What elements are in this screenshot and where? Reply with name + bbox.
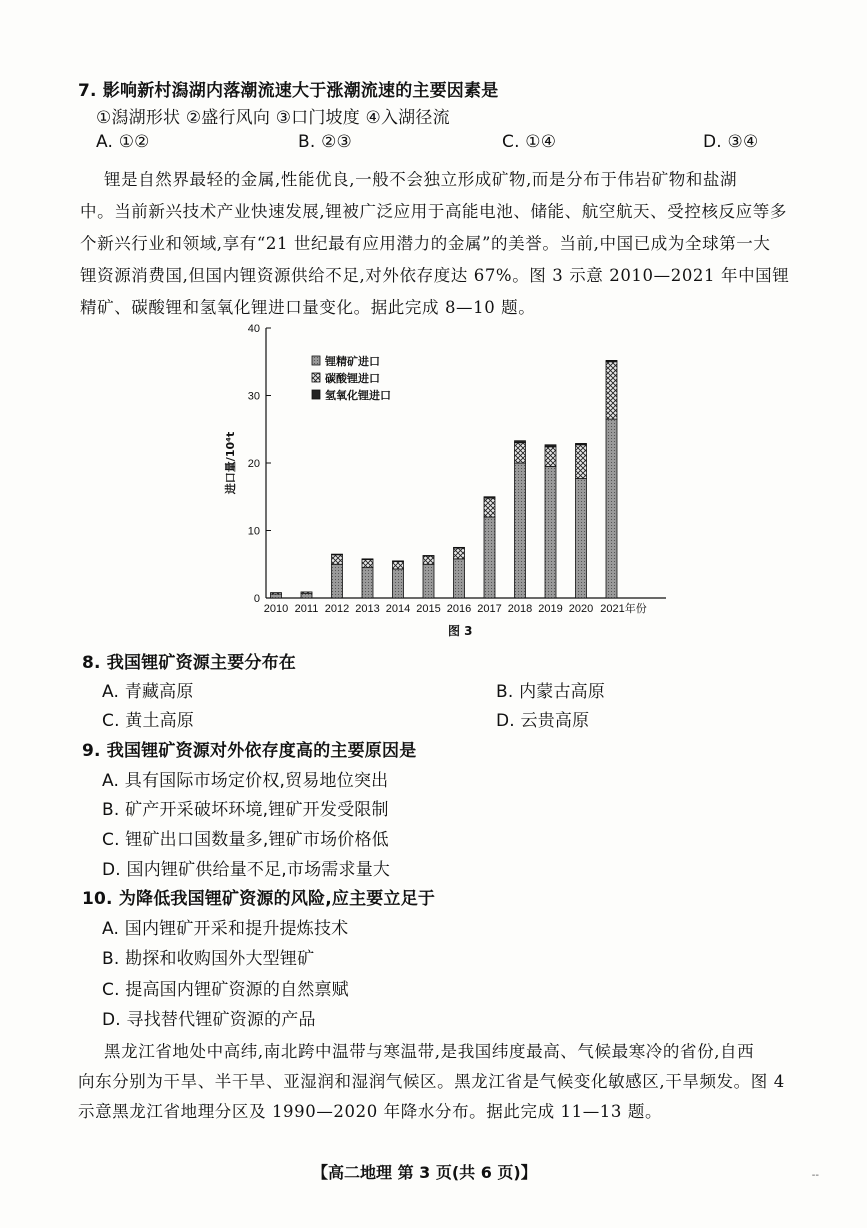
bar-2012-s0 <box>332 564 343 598</box>
question-8-option-d: D. 云贵高原 <box>496 711 590 731</box>
bar-2013-s1 <box>362 560 373 568</box>
legend-label-0: 锂精矿进口 <box>325 355 380 368</box>
passage-1-line-1: 锂是自然界最轻的金属,性能优良,一般不会独立形成矿物,而是分布于伟岩矿物和盐湖 <box>104 170 738 189</box>
bar-2010-s1 <box>271 593 282 594</box>
question-7-items: ①潟湖形状 ②盛行风向 ③口门坡度 ④入湖径流 <box>96 108 450 128</box>
x-tick-label: 2018 <box>507 603 533 615</box>
y-tick-label: 10 <box>247 525 260 538</box>
question-9-option-d: D. 国内锂矿供给量不足,市场需求量大 <box>102 860 391 880</box>
bar-2012-s1 <box>332 555 343 564</box>
bar-2016-s1 <box>454 548 465 559</box>
bar-2013-s0 <box>362 568 373 598</box>
bar-2016-s0 <box>454 559 465 598</box>
bar-2017-s0 <box>484 517 495 598</box>
x-tick-label: 2012 <box>324 603 350 615</box>
bar-2020-s2 <box>576 443 587 444</box>
corner-mark: -- <box>811 1170 819 1181</box>
passage-1-line-5: 精矿、碳酸锂和氢氧化锂进口量变化。据此完成 8—10 题。 <box>80 298 536 317</box>
bar-2015-s0 <box>423 564 434 598</box>
question-7-option-b: B. ②③ <box>298 132 352 152</box>
figure-3-caption: 图 3 <box>448 624 473 638</box>
page-footer: 【高二地理 第 3 页(共 6 页)】 <box>312 1163 537 1182</box>
legend-swatch-0 <box>312 356 320 365</box>
bar-2015-s1 <box>423 556 434 564</box>
passage-2-line-1: 黑龙江省地处中高纬,南北跨中温带与寒温带,是我国纬度最高、气候最寒冷的省份,自西 <box>104 1042 755 1061</box>
lithium-import-chart <box>218 318 698 638</box>
question-8-stem: 8. 我国锂矿资源主要分布在 <box>82 653 297 673</box>
bar-2012-s2 <box>332 554 343 555</box>
x-tick-label: 2013 <box>355 603 380 615</box>
bar-2014-s1 <box>393 562 404 569</box>
x-tick-label: 2016 <box>446 603 472 615</box>
x-tick-label: 2019 <box>538 603 563 615</box>
question-10-option-a: A. 国内锂矿开采和提升提炼技术 <box>102 919 349 939</box>
passage-2-line-2: 向东分别为干旱、半干旱、亚湿润和湿润气候区。黑龙江省是气候变化敏感区,干旱频发。图 4 <box>78 1072 785 1091</box>
bar-2014-s2 <box>393 561 404 562</box>
legend-swatch-2 <box>312 390 320 399</box>
y-tick-label: 40 <box>247 323 260 335</box>
bar-2021-s2 <box>606 360 617 361</box>
bar-2017-s1 <box>484 498 495 517</box>
bar-2016-s2 <box>454 547 465 548</box>
question-10-option-c: C. 提高国内锂矿资源的自然禀赋 <box>102 980 349 1000</box>
x-tick-label: 2021年份 <box>600 603 647 615</box>
bar-2018-s1 <box>515 443 526 463</box>
bar-2021-s1 <box>606 362 617 419</box>
question-8-option-a: A. 青藏高原 <box>102 682 194 702</box>
passage-1-line-3: 个新兴行业和领域,享有“21 世纪最有应用潜力的金属”的美誉。当前,中国已成为全球第一大 <box>80 234 771 253</box>
y-tick-label: 20 <box>247 458 260 470</box>
question-9-option-c: C. 锂矿出口国数量多,锂矿市场价格低 <box>102 830 389 850</box>
question-10-option-d: D. 寻找替代锂矿资源的产品 <box>102 1010 316 1030</box>
x-tick-label: 2011 <box>294 603 319 615</box>
x-tick-label: 2014 <box>385 603 411 615</box>
bar-2019-s2 <box>545 445 556 447</box>
bar-2013-s2 <box>362 559 373 560</box>
bar-2014-s0 <box>393 569 404 598</box>
question-10-stem: 10. 为降低我国锂矿资源的风险,应主要立足于 <box>82 889 436 909</box>
bar-2015-s2 <box>423 555 434 556</box>
question-7-stem: 7. 影响新村潟湖内落潮流速大于涨潮流速的主要因素是 <box>78 81 499 101</box>
legend-swatch-1 <box>312 373 320 382</box>
question-9-option-a: A. 具有国际市场定价权,贸易地位突出 <box>102 771 389 791</box>
question-8-option-b: B. 内蒙古高原 <box>496 682 606 702</box>
bar-2011-s1 <box>301 592 312 593</box>
y-tick-label: 30 <box>247 390 260 403</box>
bar-2010-s0 <box>271 594 282 598</box>
question-7-option-a: A. ①② <box>96 132 150 152</box>
legend-label-2: 氢氧化锂进口 <box>325 389 391 402</box>
question-10-option-b: B. 勘探和收购国外大型锂矿 <box>102 949 315 969</box>
legend-label-1: 碳酸锂进口 <box>325 372 380 385</box>
bar-2020-s0 <box>576 479 587 598</box>
question-9-option-b: B. 矿产开采破坏环境,锂矿开发受限制 <box>102 800 389 820</box>
question-8-option-c: C. 黄土高原 <box>102 711 195 731</box>
bar-2011-s0 <box>301 593 312 598</box>
y-tick-label: 0 <box>253 593 260 605</box>
bar-2018-s0 <box>515 463 526 598</box>
x-tick-label: 2020 <box>568 603 594 615</box>
bar-2019-s0 <box>545 466 556 598</box>
passage-1-line-2: 中。当前新兴技术产业快速发展,锂被广泛应用于高能电池、储能、航空航天、受控核反应等多 <box>80 202 787 221</box>
x-tick-label: 2015 <box>416 603 441 615</box>
bar-2021-s0 <box>606 419 617 598</box>
question-7-option-d: D. ③④ <box>703 132 759 152</box>
bar-2020-s1 <box>576 445 587 479</box>
y-axis-label: 进口量/10⁴t <box>224 431 237 495</box>
passage-2-line-3: 示意黑龙江省地理分区及 1990—2020 年降水分布。据此完成 11—13 题。 <box>78 1102 663 1121</box>
question-9-stem: 9. 我国锂矿资源对外依存度高的主要原因是 <box>82 741 417 761</box>
x-tick-label: 2017 <box>477 603 502 615</box>
bar-2017-s2 <box>484 497 495 498</box>
bar-2019-s1 <box>545 447 556 467</box>
passage-1-line-4: 锂资源消费国,但国内锂资源供给不足,对外依存度达 67%。图 3 示意 2010—2021 年中国锂 <box>80 266 790 285</box>
bar-2018-s2 <box>515 441 526 443</box>
x-tick-label: 2010 <box>263 603 289 615</box>
question-7-option-c: C. ①④ <box>502 132 557 152</box>
